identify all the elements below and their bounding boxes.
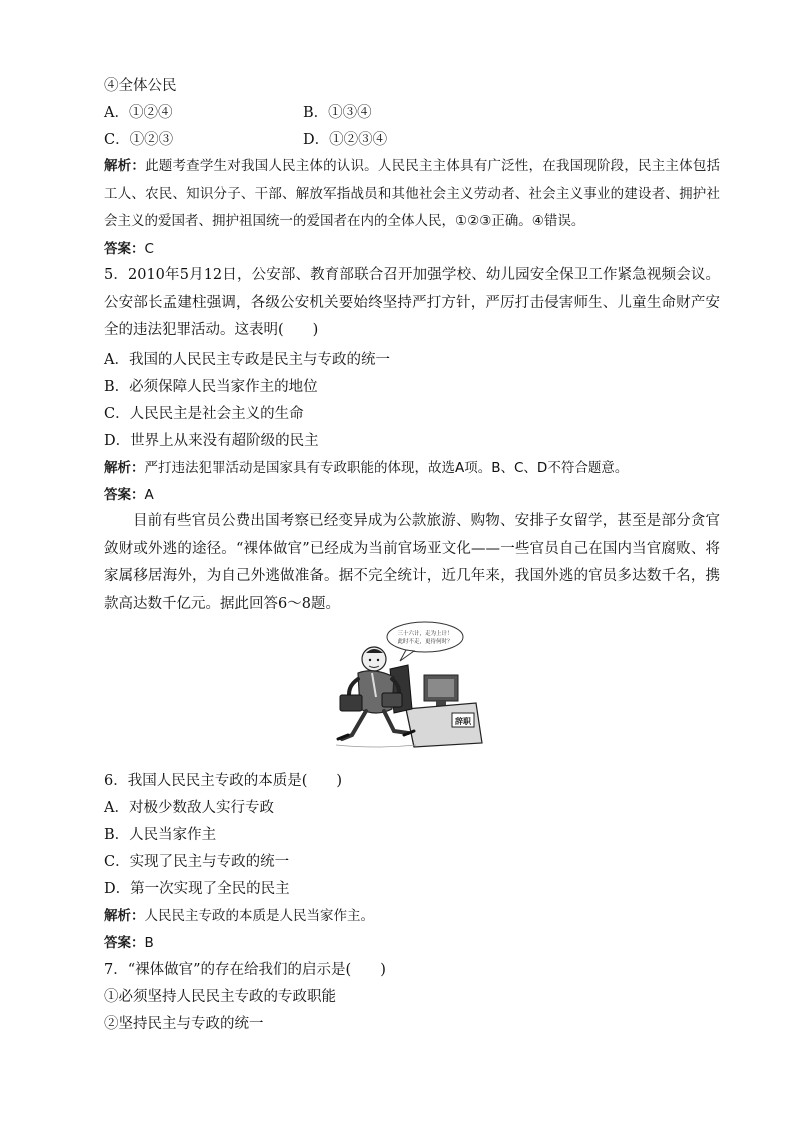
- q4-answer: [104, 239, 154, 259]
- q5-stem: 5．2010年5月12日，公安部、教育部联合召开加强学校、幼儿园安全保卫工作紧急视频会议。公安部长孟建柱强调，各级公安机关要始终坚持严打方针，严厉打击侵害师生、儿童生命财产安全的违法犯罪活动。这表明( ): [104, 267, 720, 338]
- answer-label: 答案：: [104, 487, 145, 503]
- bubble-line-1: 三十六计，走为上计！: [397, 631, 453, 637]
- q6-choice-a: A．对极少数敌人实行专政: [104, 800, 274, 816]
- q6-answer: [104, 933, 154, 953]
- q4-choice-d: D．①②③④: [303, 132, 388, 148]
- sign-text: 辞职: [455, 717, 471, 726]
- q4-explanation: [104, 153, 720, 236]
- q5-choice-d: D．世界上从来没有超阶级的民主: [104, 433, 319, 449]
- q7-stem: 7．“裸体做官”的存在给我们的启示是( ): [104, 962, 386, 978]
- q7-option-2: ②坚持民主与专政的统一: [104, 1016, 264, 1032]
- answer-value: B: [144, 935, 154, 951]
- q5-explanation: [104, 458, 628, 478]
- explanation-label: 解析：: [104, 158, 146, 174]
- briefcase-icon: [340, 695, 362, 711]
- answer-value: C: [144, 241, 154, 257]
- q5-choice-b: B．必须保障人民当家作主的地位: [104, 379, 318, 395]
- q4-choice-c: C．①②③: [104, 132, 174, 148]
- answer-label: 答案：: [104, 935, 145, 951]
- explanation-text: 人民民主专政的本质是人民当家作主。: [144, 908, 374, 924]
- q4-option-4: ④全体公民: [104, 78, 177, 94]
- bag-icon: [382, 693, 402, 707]
- q5-choice-a: A．我国的人民民主专政是民主与专政的统一: [104, 352, 390, 368]
- q6-explanation: [104, 906, 374, 926]
- q6-choice-d: D．第一次实现了全民的民主: [104, 881, 290, 897]
- q5-answer: [104, 485, 154, 505]
- answer-value: A: [144, 487, 154, 503]
- q4-choice-b: B．①③④: [303, 105, 372, 121]
- explanation-label: 解析：: [104, 908, 145, 924]
- q6-choice-b: B．人民当家作主: [104, 827, 217, 843]
- explanation-label: 解析：: [104, 460, 145, 476]
- explanation-text: 此题考查学生对我国人民主体的认识。人民民主主体具有广泛性，在我国现阶段，民主主体包括工人、农民、知识分子、干部、解放军指战员和其他社会主义劳动者、社会主义事业的建设者、拥护社会主义的爱国者、拥护祖国统一的爱国者在内的全体人民，①②③正确。④错误。: [104, 158, 721, 229]
- speech-bubble: [387, 622, 463, 652]
- explanation-text: 严打违法犯罪活动是国家具有专政职能的体现，故选A项。B、C、D不符合题意。: [144, 460, 629, 476]
- q6-stem: 6．我国人民民主专政的本质是( ): [104, 773, 343, 789]
- answer-label: 答案：: [104, 241, 145, 257]
- q6-choice-c: C．实现了民主与专政的统一: [104, 854, 290, 870]
- cartoon-illustration: [336, 617, 492, 753]
- material-paragraph: 目前有些官员公费出国考察已经变异成为公款旅游、购物、安排子女留学，甚至是部分贪官敛财或外逃的途径。“裸体做官”已经成为当前官场亚文化——一些官员自己在国内当官腐败、将家属移居海外，为自己外逃做准备。据不完全统计，近几年来，我国外逃的官员多达数千名，携款高达数千亿元。据此回答6～8题。: [104, 513, 720, 612]
- q5-choice-c: C．人民民主是社会主义的生命: [104, 406, 304, 422]
- q7-option-1: ①必须坚持人民民主专政的专政职能: [104, 989, 336, 1005]
- q4-choice-a: A．①②④: [104, 105, 173, 121]
- bubble-line-2: 此时不走，更待何时？: [397, 639, 453, 645]
